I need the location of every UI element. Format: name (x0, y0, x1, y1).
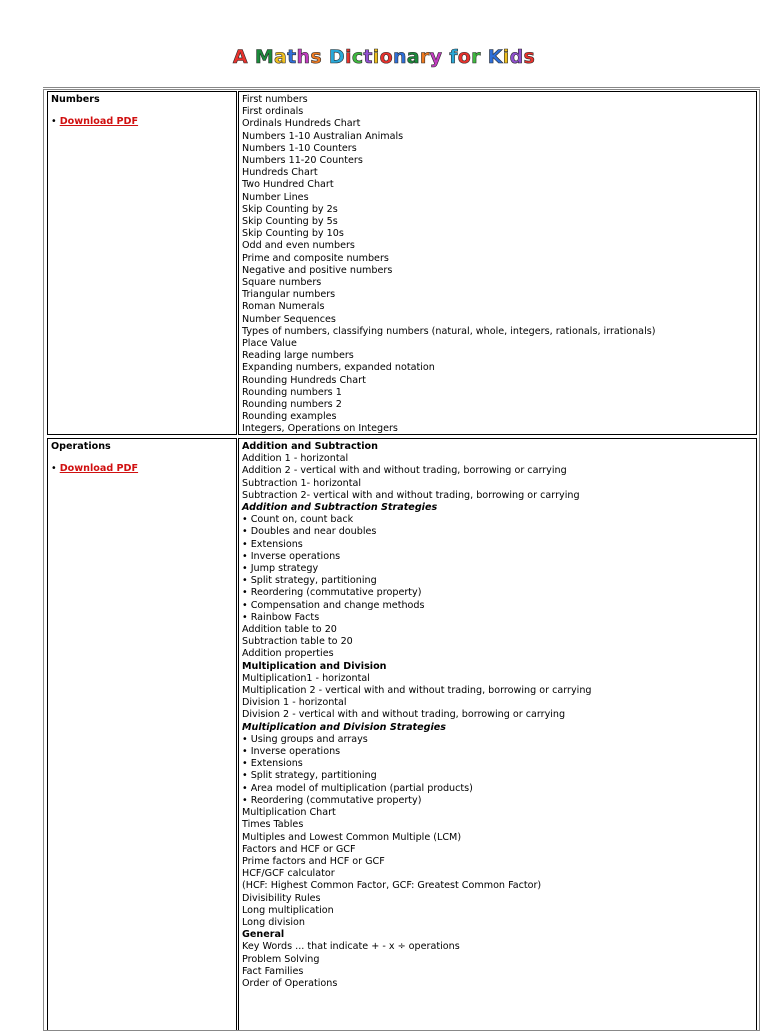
topic-link[interactable]: Number Lines (242, 191, 309, 203)
topic-link[interactable]: Ordinals Hundreds Chart (242, 118, 361, 130)
topic-link[interactable]: Prime factors and HCF or GCF (242, 855, 385, 867)
topic-link[interactable]: Roman Numerals (242, 301, 325, 313)
topic-link[interactable]: Division 1 - horizontal (242, 697, 347, 709)
logo-letter: a (274, 46, 288, 68)
category-cell-operations (47, 438, 237, 1031)
topic-link[interactable]: Hundreds Chart (242, 167, 318, 179)
logo-letter: s (523, 46, 536, 68)
topic-link[interactable]: Times Tables (242, 819, 304, 831)
logo-letter: r (471, 46, 481, 68)
logo-letter: h (296, 46, 311, 68)
logo-letter: c (351, 46, 364, 68)
logo-letter: r (419, 46, 430, 68)
topic-link[interactable]: • Split strategy, partitioning (242, 575, 377, 587)
download-pdf-link-numbers[interactable]: Download PDF (59, 116, 139, 128)
download-pdf-numbers: • Download PDF (51, 116, 139, 128)
logo-letter: t (287, 46, 297, 68)
topic-link[interactable]: Division 2 - vertical with and without trading, borrowing or carrying (242, 709, 566, 721)
topic-list-numbers (238, 91, 757, 435)
logo-letter: i (344, 46, 352, 68)
topic-link[interactable]: Subtraction table to 20 (242, 636, 353, 648)
topic-link[interactable]: Types of numbers, classifying numbers (natural, whole, integers, rationals, irrationals) (242, 325, 656, 337)
topic-heading: Addition and Subtraction Strategies (242, 502, 438, 514)
topic-link[interactable]: Rounding numbers 1 (242, 386, 342, 398)
topic-link[interactable]: Divisibility Rules (242, 892, 321, 904)
topic-link[interactable]: Two Hundred Chart (242, 179, 334, 191)
topic-link[interactable]: Reading large numbers (242, 350, 354, 362)
topic-link[interactable]: • Rainbow Facts (242, 611, 320, 623)
category-title-operations: Operations (51, 441, 111, 452)
site-logo (0, 44, 768, 70)
topic-link[interactable]: • Reordering (commutative property) (242, 587, 422, 599)
dictionary-table (43, 89, 760, 1031)
topic-link[interactable]: • Compensation and change methods (242, 599, 425, 611)
logo-letter: o (457, 46, 472, 68)
topic-link[interactable]: Skip Counting by 10s (242, 228, 344, 240)
topic-link[interactable]: • Area model of multiplication (partial products) (242, 782, 473, 794)
logo-letter: n (392, 46, 407, 68)
download-pdf-operations: • Download PDF (51, 463, 139, 475)
topic-link[interactable]: Triangular numbers (242, 289, 336, 301)
topic-link[interactable]: Numbers 11-20 Counters (242, 155, 363, 167)
logo-letter: a (406, 46, 420, 68)
logo-letter: y (429, 46, 443, 68)
logo-letter: K (487, 46, 503, 68)
topic-link[interactable]: • Doubles and near doubles (242, 526, 377, 538)
topic-link[interactable]: Skip Counting by 2s (242, 203, 338, 215)
topic-link[interactable]: Key Words ... that indicate + - x ÷ operations (242, 941, 460, 953)
topic-link[interactable]: Odd and even numbers (242, 240, 355, 252)
topic-link[interactable]: Addition 1 - horizontal (242, 453, 349, 465)
topic-link[interactable]: • Reordering (commutative property) (242, 794, 422, 806)
topic-link[interactable]: • Inverse operations (242, 550, 341, 562)
topic-link[interactable]: Multiplication Chart (242, 807, 336, 819)
logo-letter: A (232, 46, 248, 68)
topic-link[interactable]: Rounding numbers 2 (242, 399, 342, 411)
logo-letter: d (509, 46, 524, 68)
topic-heading: Multiplication and Division Strategies (242, 721, 447, 733)
topic-link[interactable]: Fact Families (242, 965, 304, 977)
topic-link[interactable]: • Extensions (242, 758, 303, 770)
topic-link[interactable]: Subtraction 1- horizontal (242, 477, 362, 489)
topic-link[interactable]: Square numbers (242, 277, 322, 289)
topic-link[interactable]: First numbers (242, 94, 308, 105)
topic-list-operations (238, 438, 757, 1031)
topic-link[interactable]: HCF/GCF calculator (242, 868, 335, 880)
topic-link[interactable]: Multiplication1 - horizontal (242, 672, 370, 684)
logo-letter: t (363, 46, 373, 68)
top-divider (43, 87, 760, 88)
logo-letter: i (372, 46, 380, 68)
topic-link[interactable]: First ordinals (242, 106, 304, 118)
topic-heading: General (242, 929, 285, 941)
topic-link[interactable]: Integers, Operations on Integers (242, 423, 398, 435)
topic-link[interactable]: Problem Solving (242, 953, 320, 965)
topic-link[interactable]: (HCF: Highest Common Factor, GCF: Greatest Common Factor) (242, 880, 542, 892)
topic-link[interactable]: Rounding Hundreds Chart (242, 374, 366, 386)
category-title-numbers: Numbers (51, 94, 100, 105)
topic-link[interactable]: Factors and HCF or GCF (242, 843, 356, 855)
topic-link[interactable]: • Jump strategy (242, 563, 319, 575)
topic-link[interactable]: Expanding numbers, expanded notation (242, 362, 435, 374)
logo-letter (322, 44, 329, 70)
topic-link[interactable]: Long multiplication (242, 904, 334, 916)
topic-link[interactable]: • Inverse operations (242, 746, 341, 758)
topic-link[interactable]: Prime and composite numbers (242, 252, 389, 264)
topic-link[interactable]: Addition properties (242, 648, 334, 660)
topic-link[interactable]: Number Sequences (242, 313, 336, 325)
topic-link[interactable]: Addition 2 - vertical with and without trading, borrowing or carrying (242, 465, 567, 477)
topic-link[interactable]: Addition table to 20 (242, 624, 337, 636)
topic-link[interactable]: Place Value (242, 338, 297, 350)
topic-link[interactable]: Multiples and Lowest Common Multiple (LCM) (242, 831, 462, 843)
logo-letter: o (379, 46, 393, 68)
topic-link[interactable]: Rounding examples (242, 411, 337, 423)
logo-letter (481, 44, 488, 70)
logo-letter: M (254, 46, 275, 68)
topic-heading: Multiplication and Division (242, 660, 387, 672)
category-cell-numbers (47, 91, 237, 435)
topic-link[interactable]: • Using groups and arrays (242, 733, 368, 745)
topic-link[interactable]: Skip Counting by 5s (242, 216, 338, 228)
topic-heading: Addition and Subtraction (242, 441, 378, 452)
topic-link[interactable]: Numbers 1-10 Counters (242, 142, 357, 154)
logo-letter: D (328, 46, 345, 68)
logo-letter: s (310, 46, 322, 68)
logo-letter: f (449, 46, 458, 68)
topic-link[interactable]: • Split strategy, partitioning (242, 770, 377, 782)
download-pdf-link-operations[interactable]: Download PDF (59, 463, 139, 475)
topic-link[interactable]: Negative and positive numbers (242, 264, 393, 276)
topic-link[interactable]: • Extensions (242, 538, 303, 550)
topic-link[interactable]: Long division (242, 916, 305, 928)
logo-letter: i (502, 46, 510, 68)
topic-link[interactable]: Order of Operations (242, 977, 338, 989)
topic-link[interactable]: Numbers 1-10 Australian Animals (242, 130, 404, 142)
topic-link[interactable]: Multiplication 2 - vertical with and without trading, borrowing or carrying (242, 685, 592, 697)
topic-link[interactable]: • Count on, count back (242, 514, 354, 526)
logo-letter (248, 44, 255, 70)
topic-link[interactable]: Subtraction 2- vertical with and without trading, borrowing or carrying (242, 489, 580, 501)
